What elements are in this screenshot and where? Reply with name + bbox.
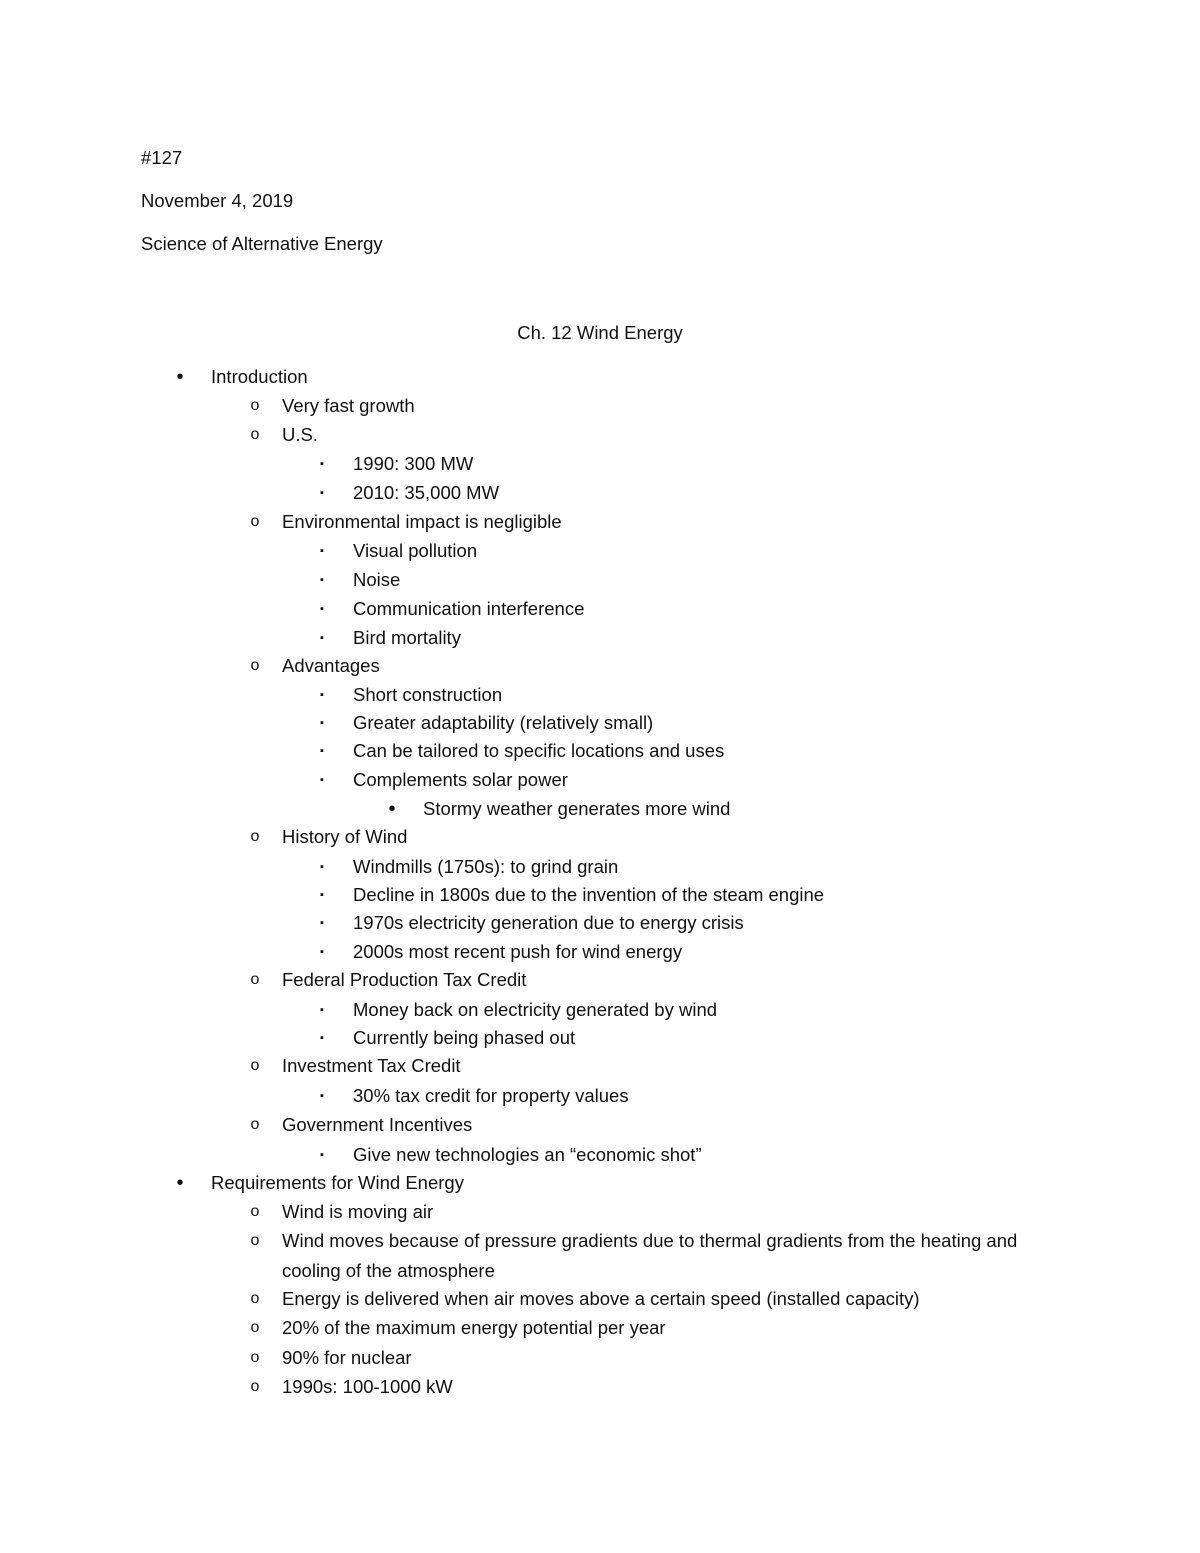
- bullet-marker: o: [250, 1290, 260, 1307]
- outline-item-text: Federal Production Tax Credit: [282, 969, 527, 990]
- outline-item-level-2: [0, 1229, 1018, 1281]
- bullet-marker: ▪: [320, 861, 324, 873]
- outline-item-level-2: [0, 1375, 1000, 1399]
- bullet-marker: ▪: [320, 458, 324, 470]
- outline-item-level-3: [0, 940, 1000, 964]
- outline-item-text: 1990s: 100-1000 kW: [282, 1376, 453, 1397]
- bullet-marker: ▪: [320, 717, 324, 729]
- outline-item-text: Complements solar power: [353, 769, 568, 790]
- bullet-marker: ▪: [320, 1090, 324, 1102]
- outline-item-level-3: [0, 1026, 1000, 1050]
- outline-item-level-3: [0, 1084, 1000, 1108]
- outline-item-level-3: [0, 855, 1000, 879]
- outline-item-text: Greater adaptability (relatively small): [353, 712, 654, 733]
- bullet-marker: o: [250, 1232, 260, 1249]
- outline-item-text: Visual pollution: [353, 540, 478, 561]
- document-date: November 4, 2019: [141, 190, 294, 211]
- outline-item-level-3: [0, 911, 1000, 935]
- outline-item-text: U.S.: [282, 424, 318, 445]
- bullet-marker: o: [250, 828, 260, 845]
- bullet-marker: o: [250, 513, 260, 530]
- bullet-marker: o: [250, 1057, 260, 1074]
- outline-item-level-2: [0, 1316, 1000, 1340]
- outline-item-level-3: [0, 568, 1000, 592]
- bullet-marker: o: [250, 397, 260, 414]
- outline-item-level-2: [0, 1054, 1000, 1078]
- outline-item-text: Can be tailored to specific locations and uses: [353, 740, 725, 761]
- outline-item-text: Wind is moving air: [282, 1201, 434, 1222]
- outline-item-level-2: [0, 654, 1000, 678]
- outline-item-level-2: [0, 394, 1000, 418]
- outline-item-text: History of Wind: [282, 826, 408, 847]
- bullet-marker: ▪: [320, 745, 324, 757]
- outline-item-text: Environmental impact is negligible: [282, 511, 562, 532]
- outline-item-text: Decline in 1800s due to the invention of the steam engine: [353, 884, 825, 905]
- bullet-marker: o: [250, 1378, 260, 1395]
- outline-item-text: Short construction: [353, 684, 503, 705]
- outline-item-text: Communication interference: [353, 598, 585, 619]
- outline-item-level-2: [0, 1113, 1000, 1137]
- bullet-marker: o: [250, 1116, 260, 1133]
- bullet-marker: ▪: [320, 689, 324, 701]
- outline-item-level-1: [0, 365, 1000, 389]
- bullet-marker: o: [250, 426, 260, 443]
- outline-item-level-1: [0, 1171, 1000, 1195]
- outline-item-level-2: [0, 1346, 1000, 1370]
- bullet-marker: •: [388, 798, 396, 820]
- outline-item-text: Wind moves because of pressure gradients due to thermal gradients from the heating and cooling of the atmosphere: [282, 1230, 1018, 1281]
- outline-item-level-4: [0, 797, 1000, 821]
- bullet-marker: ▪: [320, 1032, 324, 1044]
- bullet-marker: o: [250, 971, 260, 988]
- bullet-marker: ▪: [320, 545, 324, 557]
- outline-item-level-3: [0, 1143, 1000, 1167]
- outline-item-level-3: [0, 883, 1000, 907]
- outline-item-text: Requirements for Wind Energy: [211, 1172, 464, 1193]
- bullet-marker: ▪: [320, 917, 324, 929]
- bullet-marker: ▪: [320, 1004, 324, 1016]
- outline-item-level-3: [0, 481, 1000, 505]
- outline-item-text: Energy is delivered when air moves above a certain speed (installed capacity): [282, 1288, 920, 1309]
- bullet-marker: ▪: [320, 487, 324, 499]
- outline-item-level-3: [0, 597, 1000, 621]
- outline-item-level-3: [0, 739, 1000, 763]
- outline-item-text: Bird mortality: [353, 627, 461, 648]
- outline-item-level-2: [0, 968, 1000, 992]
- outline-item-text: 1970s electricity generation due to energy crisis: [353, 912, 744, 933]
- outline-item-text: Very fast growth: [282, 395, 415, 416]
- bullet-marker: ▪: [320, 603, 324, 615]
- bullet-marker: o: [250, 657, 260, 674]
- outline-item-text: Stormy weather generates more wind: [423, 798, 731, 819]
- document-number: #127: [141, 147, 183, 168]
- bullet-marker: ▪: [320, 574, 324, 586]
- outline-item-level-3: [0, 539, 1000, 563]
- course-name: Science of Alternative Energy: [141, 233, 383, 254]
- outline-item-text: 2000s most recent push for wind energy: [353, 941, 683, 962]
- outline-item-text: 1990: 300 MW: [353, 453, 474, 474]
- outline-item-text: Government Incentives: [282, 1114, 473, 1135]
- bullet-marker: o: [250, 1349, 260, 1366]
- outline-item-level-2: [0, 825, 1000, 849]
- bullet-marker: ▪: [320, 774, 324, 786]
- bullet-marker: ▪: [320, 889, 324, 901]
- outline-item-level-3: [0, 452, 1000, 476]
- outline-item-text: Money back on electricity generated by wind: [353, 999, 718, 1020]
- bullet-marker: •: [176, 1172, 184, 1194]
- chapter-title: Ch. 12 Wind Energy: [517, 322, 683, 343]
- bullet-marker: •: [176, 366, 184, 388]
- outline-item-text: Advantages: [282, 655, 380, 676]
- outline-item-text: Give new technologies an “economic shot”: [353, 1144, 702, 1165]
- bullet-marker: ▪: [320, 1149, 324, 1161]
- bullet-marker: ▪: [320, 946, 324, 958]
- outline-item-text: 30% tax credit for property values: [353, 1085, 629, 1106]
- outline-item-text: Noise: [353, 569, 401, 590]
- outline-item-text: Introduction: [211, 366, 308, 387]
- outline-item-text: Currently being phased out: [353, 1027, 576, 1048]
- outline-item-level-2: [0, 423, 1000, 447]
- bullet-marker: ▪: [320, 632, 324, 644]
- outline-item-level-3: [0, 768, 1000, 792]
- outline-item-text: Windmills (1750s): to grind grain: [353, 856, 619, 877]
- outline-item-text: 20% of the maximum energy potential per year: [282, 1317, 666, 1338]
- outline-item-text: 2010: 35,000 MW: [353, 482, 500, 503]
- bullet-marker: o: [250, 1319, 260, 1336]
- outline-item-level-3: [0, 683, 1000, 707]
- outline-item-level-2: [0, 1200, 1000, 1224]
- outline-item-level-3: [0, 711, 1000, 735]
- outline-item-text: 90% for nuclear: [282, 1347, 412, 1368]
- outline-item-level-3: [0, 998, 1000, 1022]
- bullet-marker: o: [250, 1203, 260, 1220]
- outline-item-level-2: [0, 510, 1000, 534]
- outline-item-level-2: [0, 1287, 1000, 1311]
- outline-item-level-3: [0, 626, 1000, 650]
- outline-item-text: Investment Tax Credit: [282, 1055, 461, 1076]
